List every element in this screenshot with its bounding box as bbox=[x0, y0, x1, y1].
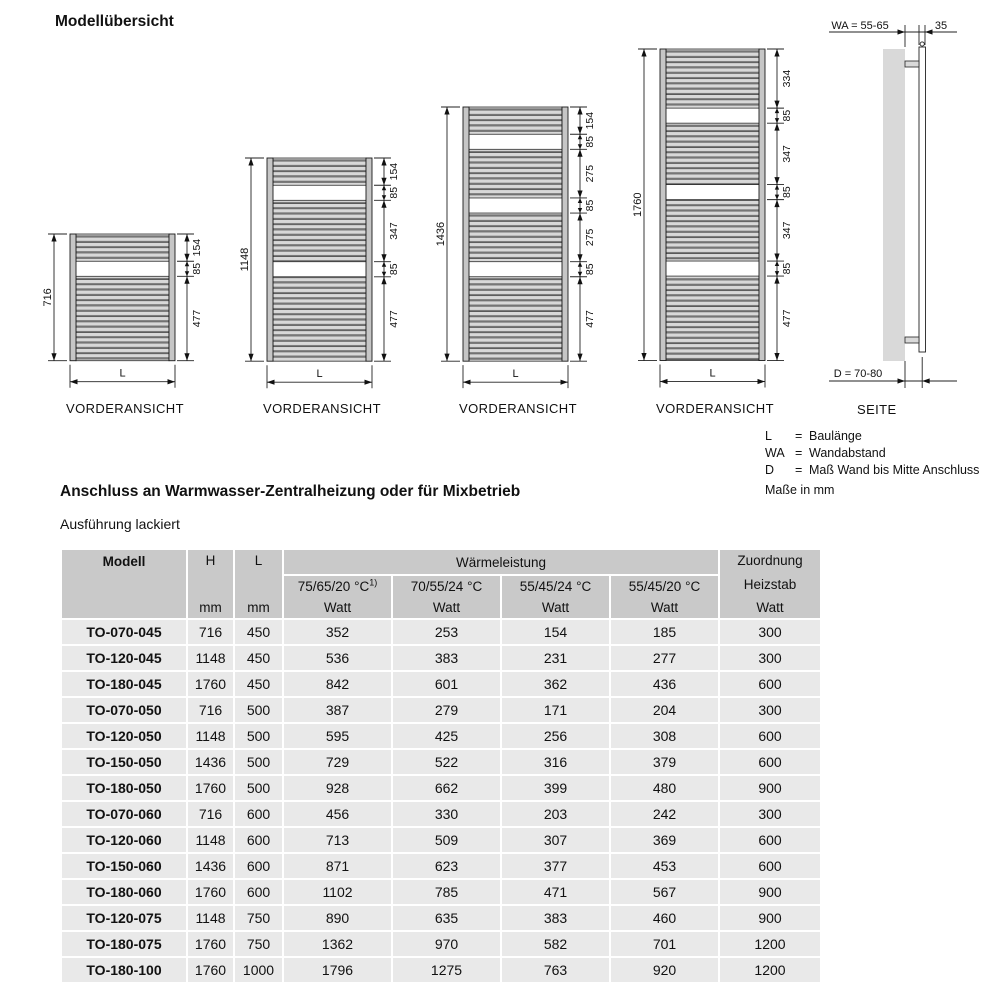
table-cell: 600 bbox=[235, 828, 284, 854]
table-cell: 480 bbox=[611, 776, 720, 802]
table-cell: 716 bbox=[188, 620, 235, 646]
table-cell: 1148 bbox=[188, 646, 235, 672]
svg-text:154: 154 bbox=[388, 162, 400, 181]
table-cell-modell: TO-180-050 bbox=[62, 776, 188, 802]
svg-text:85: 85 bbox=[388, 263, 400, 275]
table-cell-modell: TO-120-060 bbox=[62, 828, 188, 854]
svg-text:1436: 1436 bbox=[435, 221, 448, 247]
svg-text:35: 35 bbox=[934, 20, 948, 32]
svg-text:275: 275 bbox=[585, 228, 596, 246]
side-view-drawing bbox=[829, 19, 979, 417]
table-cell: 308 bbox=[611, 724, 720, 750]
table-cell: 890 bbox=[284, 906, 393, 932]
front-view-drawing-716 bbox=[40, 226, 210, 416]
front-view-caption: VORDERANSICHT bbox=[263, 400, 381, 416]
table-cell: 379 bbox=[611, 750, 720, 776]
table-cell-modell: TO-150-050 bbox=[62, 750, 188, 776]
table-cell: 750 bbox=[235, 932, 284, 958]
table-cell: 300 bbox=[720, 620, 820, 646]
table-cell: 1436 bbox=[188, 854, 235, 880]
svg-text:1760: 1760 bbox=[632, 193, 645, 218]
table-cell: 1760 bbox=[188, 672, 235, 698]
table-cell: 369 bbox=[611, 828, 720, 854]
section-heading: Anschluss an Warmwasser-Zentralheizung oder für Mixbetrieb bbox=[60, 483, 521, 500]
table-cell: 307 bbox=[502, 828, 611, 854]
table-cell-modell: TO-150-060 bbox=[62, 854, 188, 880]
svg-text:L: L bbox=[709, 367, 716, 380]
svg-text:477: 477 bbox=[191, 310, 203, 328]
table-cell: 900 bbox=[720, 906, 820, 932]
table-cell: 729 bbox=[284, 750, 393, 776]
table-cell: 509 bbox=[393, 828, 502, 854]
table-cell: 1760 bbox=[188, 958, 235, 984]
table-cell: 185 bbox=[611, 620, 720, 646]
svg-text:347: 347 bbox=[388, 222, 400, 240]
table-cell: 362 bbox=[502, 672, 611, 698]
svg-text:85: 85 bbox=[388, 186, 400, 199]
svg-text:154: 154 bbox=[585, 111, 596, 130]
col-header-temp-2: 70/55/24 °C Watt bbox=[393, 576, 502, 620]
table-cell: 500 bbox=[235, 776, 284, 802]
legend-eq: = bbox=[795, 429, 803, 443]
front-view-drawing-1436 bbox=[433, 99, 603, 416]
legend-term: WA bbox=[765, 446, 785, 460]
front-view-svg bbox=[40, 226, 210, 395]
heat-output-table bbox=[62, 550, 820, 984]
table-cell: 1200 bbox=[720, 958, 820, 984]
svg-text:154: 154 bbox=[191, 239, 203, 257]
table-cell: 1760 bbox=[188, 880, 235, 906]
svg-text:334: 334 bbox=[781, 70, 793, 88]
table-cell: 623 bbox=[393, 854, 502, 880]
table-cell: 450 bbox=[235, 672, 284, 698]
front-view-caption: VORDERANSICHT bbox=[656, 400, 774, 416]
table-cell: 1148 bbox=[188, 724, 235, 750]
table-cell: 763 bbox=[502, 958, 611, 984]
front-view-drawing-1760 bbox=[630, 41, 800, 416]
table-cell: 242 bbox=[611, 802, 720, 828]
table-cell: 716 bbox=[188, 698, 235, 724]
table-cell-modell: TO-180-100 bbox=[62, 958, 188, 984]
table-cell-modell: TO-070-060 bbox=[62, 802, 188, 828]
col-header-h: H mm bbox=[188, 550, 235, 620]
svg-text:85: 85 bbox=[781, 263, 793, 275]
dimension-legend bbox=[765, 429, 979, 497]
table-cell: 471 bbox=[502, 880, 611, 906]
table-cell: 1000 bbox=[235, 958, 284, 984]
table-cell-modell: TO-070-045 bbox=[62, 620, 188, 646]
svg-text:D = 70-80: D = 70-80 bbox=[833, 368, 883, 380]
table-cell: 750 bbox=[235, 906, 284, 932]
table-cell: 450 bbox=[235, 646, 284, 672]
table-cell: 522 bbox=[393, 750, 502, 776]
table-cell: 601 bbox=[393, 672, 502, 698]
table-cell: 204 bbox=[611, 698, 720, 724]
table-cell: 383 bbox=[502, 906, 611, 932]
table-cell-modell: TO-070-050 bbox=[62, 698, 188, 724]
table-cell: 300 bbox=[720, 802, 820, 828]
side-view-svg bbox=[829, 19, 979, 397]
col-header-waermeleistung: Wärmeleistung bbox=[284, 550, 720, 576]
svg-text:L: L bbox=[316, 367, 323, 380]
table-cell: 399 bbox=[502, 776, 611, 802]
table-cell: 600 bbox=[720, 672, 820, 698]
legend-eq: = bbox=[795, 463, 803, 477]
table-cell: 171 bbox=[502, 698, 611, 724]
svg-text:L: L bbox=[119, 367, 126, 380]
svg-text:WA = 55-65: WA = 55-65 bbox=[831, 20, 889, 32]
table-cell-modell: TO-180-075 bbox=[62, 932, 188, 958]
table-cell: 785 bbox=[393, 880, 502, 906]
table-cell: 600 bbox=[235, 880, 284, 906]
table-cell: 450 bbox=[235, 620, 284, 646]
table-cell: 928 bbox=[284, 776, 393, 802]
table-cell: 900 bbox=[720, 776, 820, 802]
svg-text:85: 85 bbox=[585, 199, 596, 212]
table-cell: 300 bbox=[720, 646, 820, 672]
table-cell: 154 bbox=[502, 620, 611, 646]
legend-term: L bbox=[765, 429, 772, 443]
front-view-svg bbox=[237, 150, 407, 395]
table-cell: 716 bbox=[188, 802, 235, 828]
front-view-svg bbox=[433, 99, 603, 395]
legend-note: Maße in mm bbox=[765, 483, 835, 497]
table-cell: 460 bbox=[611, 906, 720, 932]
table-cell: 300 bbox=[720, 698, 820, 724]
col-header-temp-1: 75/65/20 $^\circ C^{1)}$ Watt bbox=[284, 576, 393, 620]
table-cell: 387 bbox=[284, 698, 393, 724]
svg-text:85: 85 bbox=[585, 135, 596, 148]
col-header-temp-3: 55/45/24 °C Watt bbox=[502, 576, 611, 620]
side-view-caption: SEITE bbox=[857, 402, 897, 417]
table-cell: 436 bbox=[611, 672, 720, 698]
table-cell: 1148 bbox=[188, 906, 235, 932]
table-cell: 256 bbox=[502, 724, 611, 750]
table-cell: 713 bbox=[284, 828, 393, 854]
front-view-svg bbox=[630, 41, 800, 395]
front-view-drawing-1148 bbox=[237, 150, 407, 416]
table-cell-modell: TO-120-050 bbox=[62, 724, 188, 750]
front-view-caption: VORDERANSICHT bbox=[459, 400, 577, 416]
table-cell-modell: TO-180-045 bbox=[62, 672, 188, 698]
table-cell: 1436 bbox=[188, 750, 235, 776]
front-view-caption: VORDERANSICHT bbox=[66, 400, 184, 416]
table-cell: 383 bbox=[393, 646, 502, 672]
side-view-svg-drawing bbox=[829, 19, 979, 397]
svg-text:85: 85 bbox=[585, 263, 596, 275]
table-cell: 453 bbox=[611, 854, 720, 880]
legend-definition: Baulänge bbox=[809, 429, 862, 443]
table-cell-modell: TO-120-045 bbox=[62, 646, 188, 672]
table-cell: 582 bbox=[502, 932, 611, 958]
table-cell: 600 bbox=[235, 854, 284, 880]
table-cell: 1362 bbox=[284, 932, 393, 958]
legend-definition: Wandabstand bbox=[809, 446, 886, 460]
svg-text:477: 477 bbox=[781, 310, 793, 328]
table-cell: 279 bbox=[393, 698, 502, 724]
legend-eq: = bbox=[795, 446, 803, 460]
table-cell: 536 bbox=[284, 646, 393, 672]
table-cell: 600 bbox=[720, 750, 820, 776]
table-cell: 425 bbox=[393, 724, 502, 750]
table-cell: 500 bbox=[235, 698, 284, 724]
table-cell: 842 bbox=[284, 672, 393, 698]
svg-text:1148: 1148 bbox=[239, 247, 252, 272]
svg-text:85: 85 bbox=[191, 263, 203, 275]
svg-text:347: 347 bbox=[781, 222, 793, 240]
legend-term: D bbox=[765, 463, 775, 477]
table-cell: 231 bbox=[502, 646, 611, 672]
table-cell-modell: TO-180-060 bbox=[62, 880, 188, 906]
col-header-temp-4: 55/45/20 °C Watt bbox=[611, 576, 720, 620]
table-cell: 900 bbox=[720, 880, 820, 906]
table-cell: 500 bbox=[235, 724, 284, 750]
table-cell: 871 bbox=[284, 854, 393, 880]
table-cell: 600 bbox=[720, 828, 820, 854]
table-cell: 600 bbox=[720, 854, 820, 880]
table-cell: 1760 bbox=[188, 776, 235, 802]
table-cell: 1796 bbox=[284, 958, 393, 984]
table-cell: 635 bbox=[393, 906, 502, 932]
svg-text:85: 85 bbox=[781, 110, 793, 122]
table-cell: 970 bbox=[393, 932, 502, 958]
svg-text:477: 477 bbox=[585, 310, 596, 328]
table-cell: 352 bbox=[284, 620, 393, 646]
col-header-modell: Modell bbox=[62, 550, 188, 620]
table-cell: 662 bbox=[393, 776, 502, 802]
table-cell: 1148 bbox=[188, 828, 235, 854]
table-cell: 377 bbox=[502, 854, 611, 880]
svg-text:275: 275 bbox=[585, 164, 596, 183]
table-cell: 500 bbox=[235, 750, 284, 776]
table-cell-modell: TO-120-075 bbox=[62, 906, 188, 932]
legend-definition: Maß Wand bis Mitte Anschluss bbox=[809, 463, 980, 477]
table-cell: 330 bbox=[393, 802, 502, 828]
table-cell: 701 bbox=[611, 932, 720, 958]
table-cell: 600 bbox=[720, 724, 820, 750]
table-cell: 203 bbox=[502, 802, 611, 828]
svg-text:477: 477 bbox=[388, 310, 400, 328]
table-cell: 1102 bbox=[284, 880, 393, 906]
table-cell: 1760 bbox=[188, 932, 235, 958]
section-subheading: Ausführung lackiert bbox=[60, 516, 180, 532]
table-cell: 277 bbox=[611, 646, 720, 672]
svg-text:716: 716 bbox=[42, 288, 55, 307]
svg-text:85: 85 bbox=[781, 186, 793, 199]
svg-text:L: L bbox=[512, 367, 519, 380]
table-cell: 253 bbox=[393, 620, 502, 646]
svg-text:347: 347 bbox=[781, 145, 793, 164]
table-cell: 456 bbox=[284, 802, 393, 828]
table-cell: 567 bbox=[611, 880, 720, 906]
col-header-l: L mm bbox=[235, 550, 284, 620]
table-cell: 316 bbox=[502, 750, 611, 776]
legend-grid bbox=[765, 429, 979, 477]
table-cell: 920 bbox=[611, 958, 720, 984]
page-title: Modellübersicht bbox=[55, 13, 174, 30]
table-cell: 1275 bbox=[393, 958, 502, 984]
col-header-zuordnung: Zuordnung Heizstab Watt bbox=[720, 550, 820, 620]
table-cell: 595 bbox=[284, 724, 393, 750]
table-cell: 600 bbox=[235, 802, 284, 828]
table-cell: 1200 bbox=[720, 932, 820, 958]
